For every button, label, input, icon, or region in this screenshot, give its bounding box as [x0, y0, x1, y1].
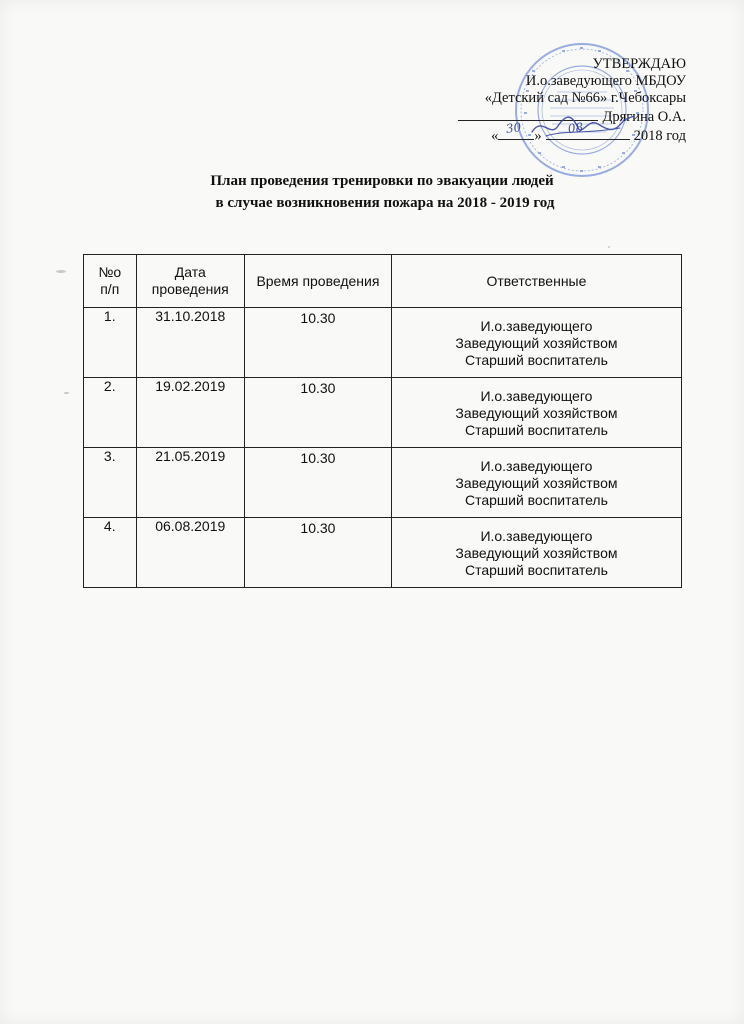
date-open-quote: «	[491, 128, 499, 144]
evacuation-plan-table	[83, 254, 682, 588]
responsible-line: Старший воспитатель	[464, 492, 608, 508]
table-row	[84, 448, 682, 518]
responsible-line: Заведующий хозяйством	[455, 335, 618, 351]
responsible-line: И.о.заведующего	[480, 528, 593, 544]
cell-responsible	[391, 378, 681, 448]
table-row	[84, 378, 682, 448]
header-responsible: Ответственные	[391, 255, 681, 308]
title-line-1: План проведения тренировки по эвакуации людей	[210, 173, 554, 189]
cell-time: 10.30	[245, 448, 392, 518]
cell-date: 06.08.2019	[136, 518, 245, 588]
approval-name: Дрягина О.А.	[602, 109, 686, 125]
cell-number: 2.	[84, 378, 137, 448]
table-row	[84, 308, 682, 378]
handwritten-month: 08	[566, 120, 584, 137]
table-row	[84, 518, 682, 588]
title-line-2: в случае возникновения пожара на 2018 - 2019 год	[215, 195, 555, 211]
approval-organization: «Детский сад №66» г.Чебоксары	[484, 90, 686, 106]
header-number-line-1: №о	[98, 264, 122, 280]
handwritten-signature	[528, 108, 638, 142]
cell-responsible	[391, 518, 681, 588]
cell-time: 10.30	[245, 378, 392, 448]
header-date	[136, 255, 245, 308]
table-header-row	[84, 255, 682, 308]
document-title	[0, 170, 744, 214]
date-close-quote: »	[534, 128, 542, 144]
header-number-line-2: п/п	[100, 281, 120, 297]
responsible-line: Заведующий хозяйством	[455, 405, 618, 421]
scan-speck	[64, 392, 69, 394]
header-number	[84, 255, 137, 308]
responsible-line: И.о.заведующего	[480, 318, 593, 334]
responsible-line: Заведующий хозяйством	[455, 475, 618, 491]
cell-responsible	[391, 448, 681, 518]
header-date-line-2: проведения	[151, 281, 229, 297]
handwritten-day: 30	[505, 120, 523, 137]
scan-speck	[56, 270, 66, 273]
responsible-line: Старший воспитатель	[464, 352, 608, 368]
approval-year: 2018 год	[633, 128, 686, 144]
cell-date: 21.05.2019	[136, 448, 245, 518]
cell-date: 31.10.2018	[136, 308, 245, 378]
cell-number: 3.	[84, 448, 137, 518]
responsible-line: Заведующий хозяйством	[455, 545, 618, 561]
approval-position: И.о.заведующего МБДОУ	[525, 73, 686, 89]
responsible-line: И.о.заведующего	[480, 388, 593, 404]
cell-date: 19.02.2019	[136, 378, 245, 448]
header-date-line-1: Дата	[174, 264, 206, 280]
header-time: Время проведения	[245, 255, 392, 308]
responsible-line: И.о.заведующего	[480, 458, 593, 474]
cell-time: 10.30	[245, 308, 392, 378]
cell-responsible	[391, 308, 681, 378]
cell-number: 1.	[84, 308, 137, 378]
responsible-line: Старший воспитатель	[464, 562, 608, 578]
cell-number: 4.	[84, 518, 137, 588]
scan-speck	[608, 246, 610, 248]
approval-heading: УТВЕРЖДАЮ	[592, 56, 686, 72]
cell-time: 10.30	[245, 518, 392, 588]
responsible-line: Старший воспитатель	[464, 422, 608, 438]
